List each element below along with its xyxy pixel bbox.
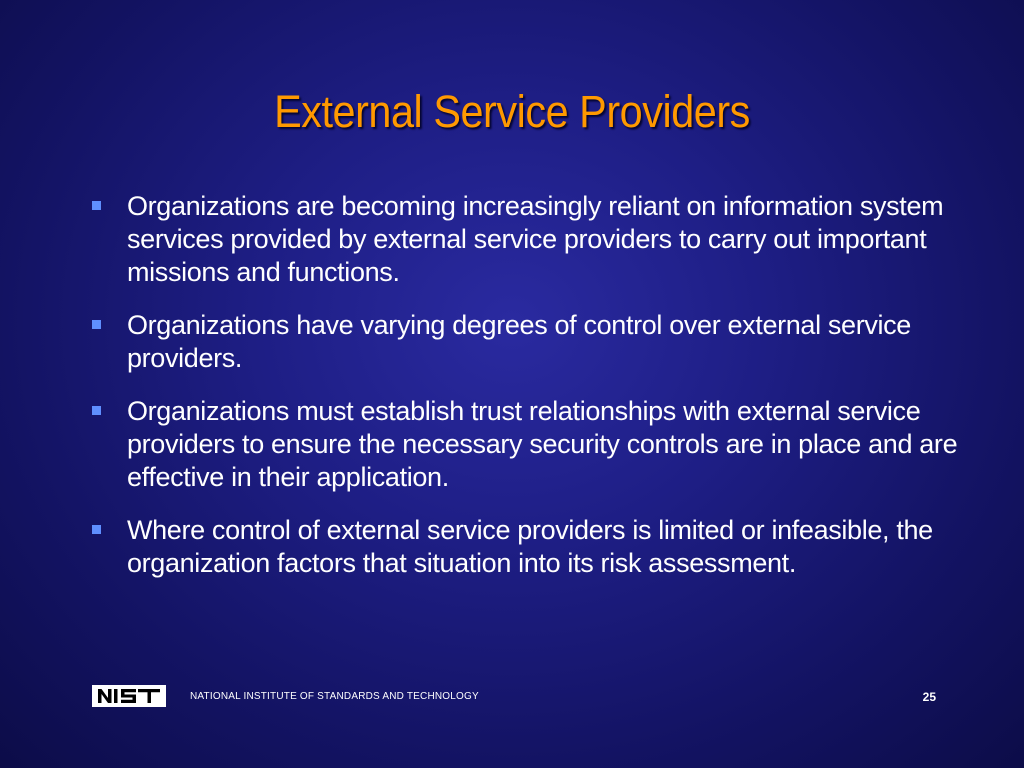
bullet-text: Organizations must establish trust relationships with external service providers to ensure the necessary security controls are in place and are effective in their application. <box>127 396 958 492</box>
square-bullet-icon <box>92 201 101 210</box>
square-bullet-icon <box>92 320 101 329</box>
bullet-item <box>90 514 980 580</box>
bullet-list <box>90 190 980 600</box>
page-number: 25 <box>922 690 936 704</box>
bullet-text: Organizations have varying degrees of control over external service providers. <box>127 310 911 373</box>
nist-logo-icon <box>92 685 166 707</box>
nist-logo-graphic <box>92 685 166 707</box>
square-bullet-icon <box>92 406 101 415</box>
bullet-text: Where control of external service providers is limited or infeasible, the organization factors that situation into its risk assessment. <box>127 515 933 578</box>
bullet-item <box>90 190 980 289</box>
bullet-item <box>90 309 980 375</box>
bullet-item <box>90 395 980 494</box>
square-bullet-icon <box>92 525 101 534</box>
bullet-text: Organizations are becoming increasingly reliant on information system services provided by external service providers to carry out important missions and functions. <box>127 191 944 287</box>
footer-organization: NATIONAL INSTITUTE OF STANDARDS AND TECHNOLOGY <box>190 691 479 702</box>
slide-title: External Service Providers <box>274 86 750 137</box>
